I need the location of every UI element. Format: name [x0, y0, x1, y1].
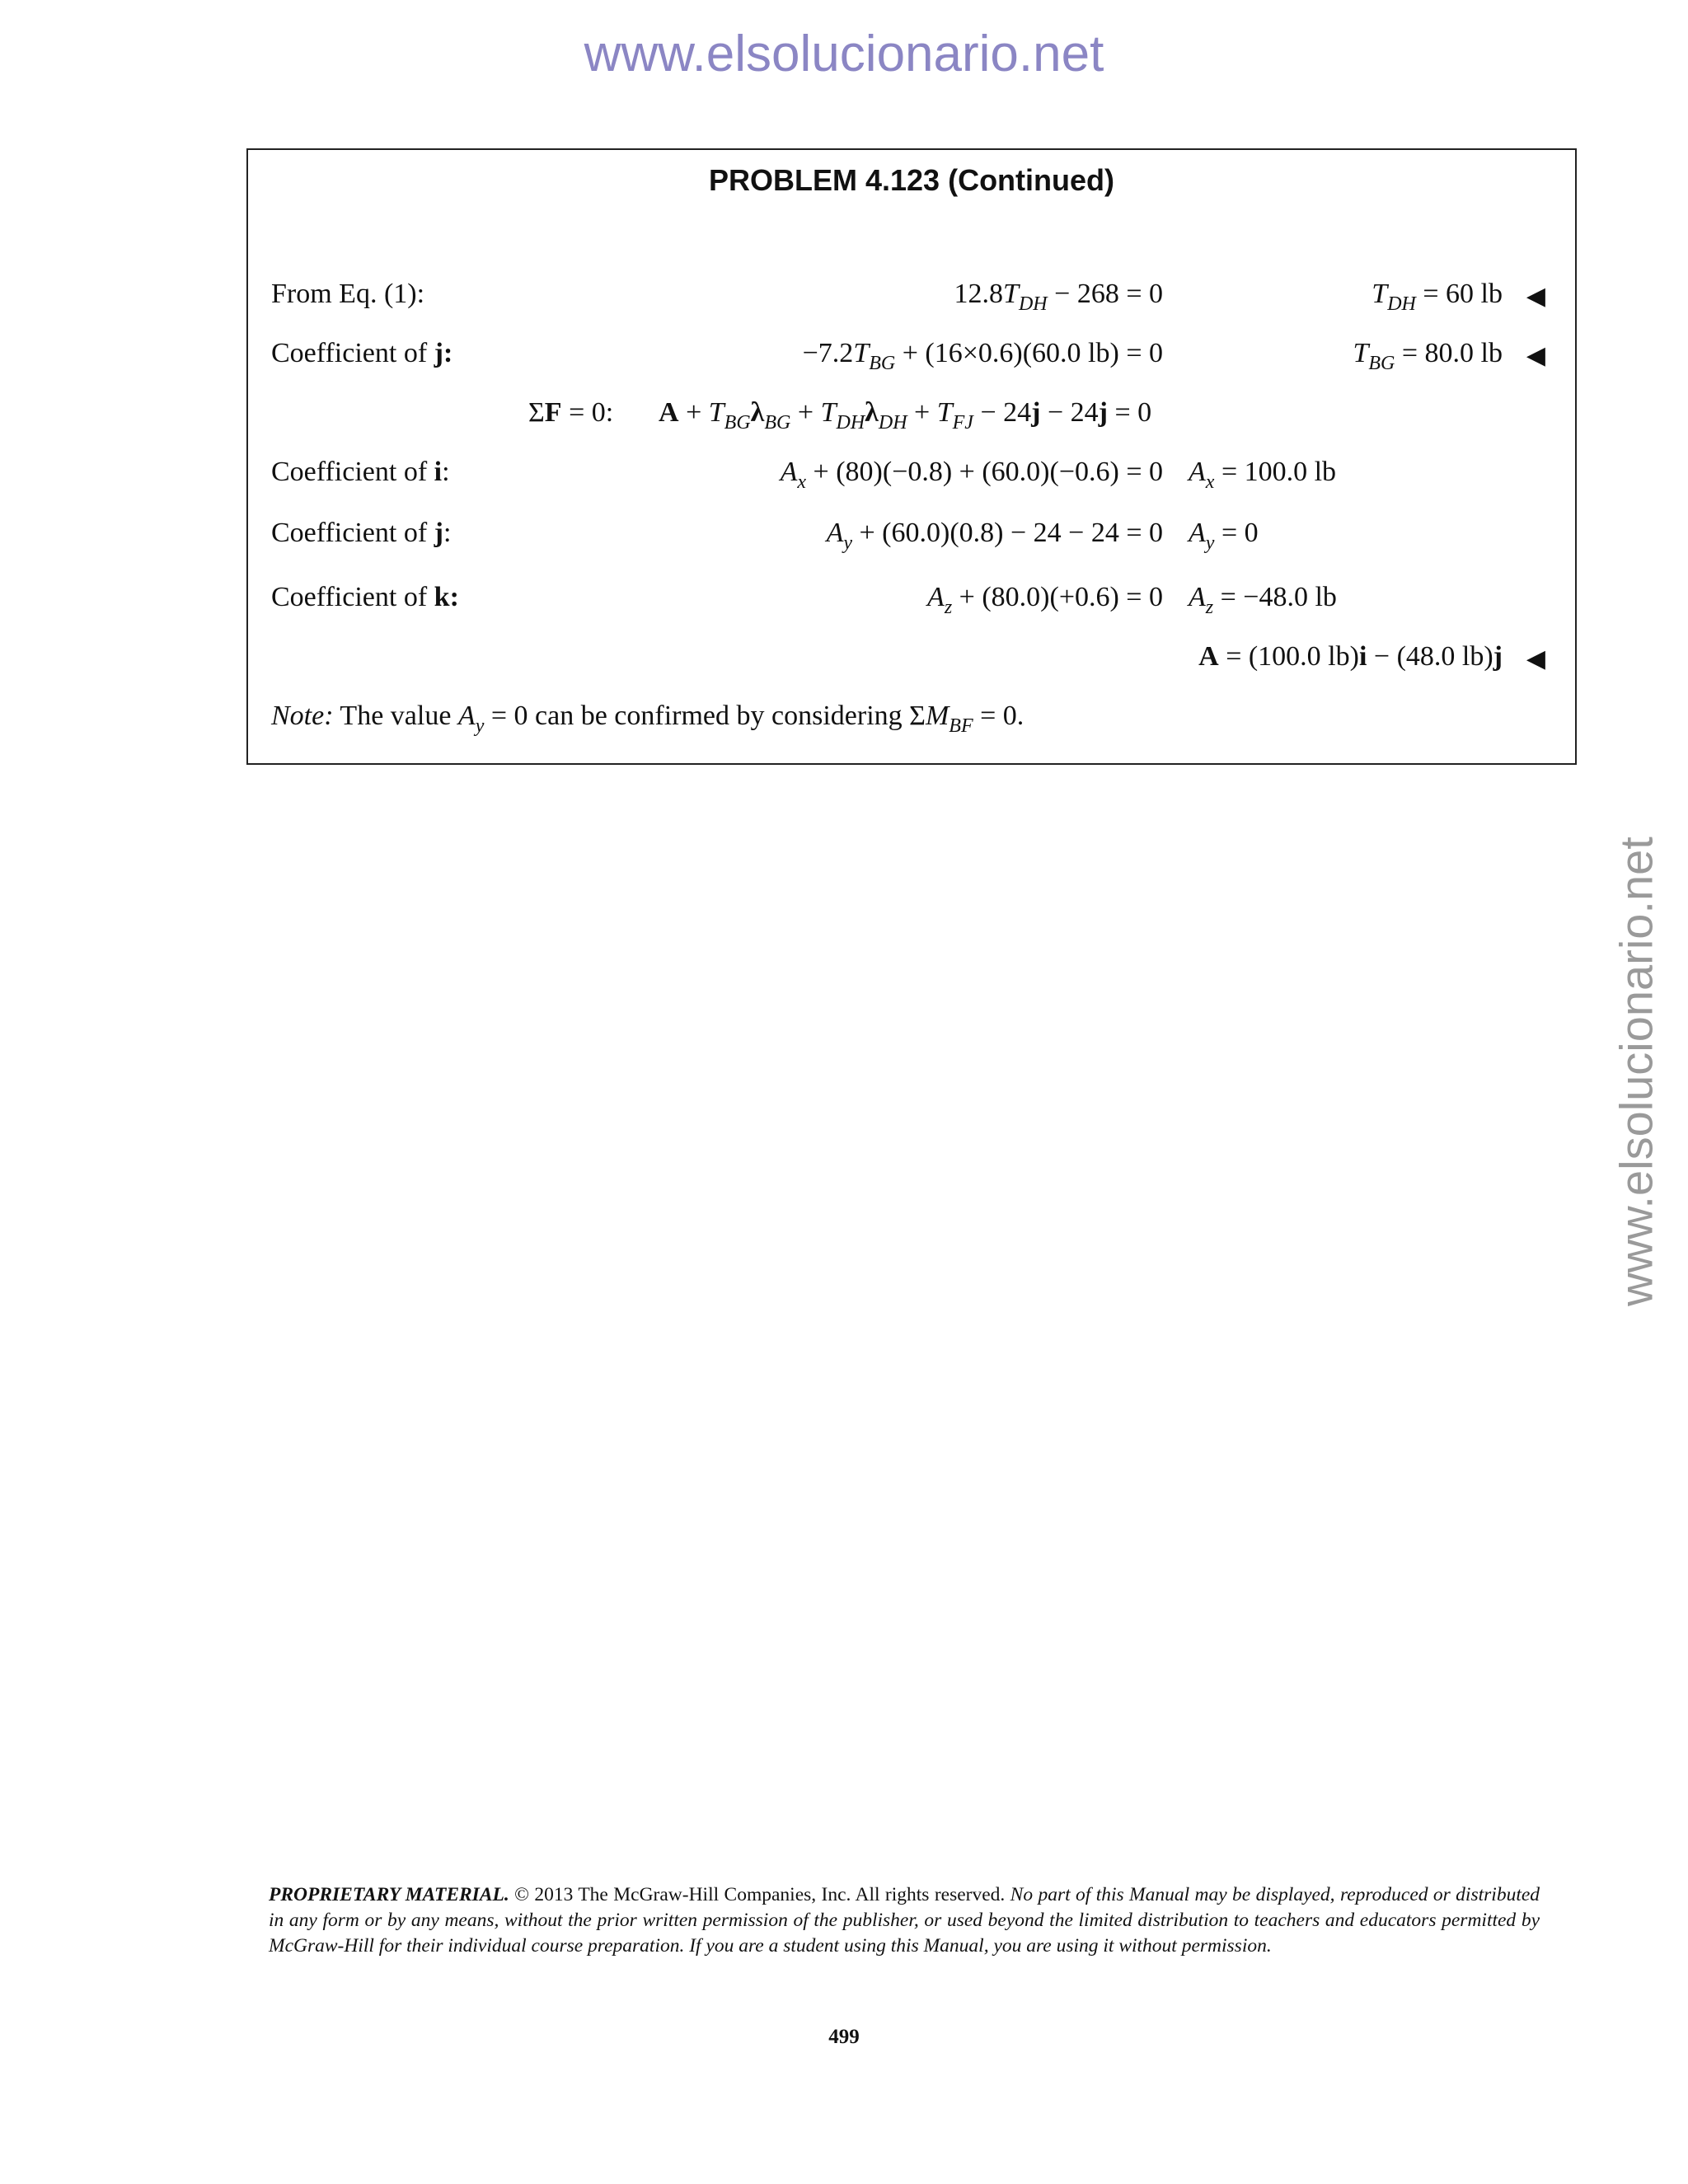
- footer-copyright: © 2013 The McGraw-Hill Companies, Inc. All rights reserved.: [514, 1884, 1006, 1905]
- row-result: $A_x = 100.0$ lb: [1189, 457, 1337, 493]
- row-label: Coefficient of k:: [271, 582, 459, 612]
- equation-row-sum-forces: [248, 397, 1575, 447]
- row-equation: $-7.2T_{BG} + (16\times 0.6)(60.0$ lb) = 0: [802, 338, 1163, 374]
- row-result: $A_z = -48.0$ lb: [1189, 582, 1337, 618]
- row-label: Coefficient of j:: [271, 338, 453, 368]
- row-result: $T_{DH} = 60$ lb: [1372, 279, 1503, 315]
- row-equation: $A_y + (60.0)(0.8) - 24 - 24 = 0$: [826, 518, 1163, 554]
- final-answer: A = (100.0 lb)i − (48.0 lb)j: [1198, 641, 1503, 672]
- row-equation: $A + T_{BG}\lambda_{BG} + T_{DH}\lambda_{DH} + T_{FJ} - 24j - 24j = 0$: [659, 397, 1152, 434]
- copyright-footer: [269, 1882, 1540, 1959]
- answer-arrow-icon: ◀: [1526, 283, 1545, 310]
- note-text: Note: The value $A_y = 0$ can be confirmed by considering $\Sigma M_{BF} = 0$.: [271, 701, 1025, 737]
- row-label: Coefficient of j:: [271, 518, 452, 548]
- footer-text: No part of this Manual may be displayed, reproduced or distributed in any form or by any means, without the prior written permission of the publisher, or used beyond the limited distribution to teachers and educators permitted by McGraw-Hill for their individual course preparation. If you are a student using this Manual, you are using it without permission.: [269, 1884, 1540, 1957]
- row-label: From Eq. (1):: [271, 279, 425, 309]
- problem-title: PROBLEM 4.123 (Continued): [708, 163, 1115, 197]
- answer-arrow-icon: ◀: [1526, 342, 1545, 369]
- row-result: $A_y = 0$: [1189, 518, 1259, 554]
- page-number: 499: [828, 2026, 860, 2048]
- watermark-top: www.elsolucionario.net: [584, 26, 1104, 82]
- note-row: [248, 701, 1575, 750]
- row-result: $T_{BG} = 80.0$ lb: [1353, 338, 1503, 374]
- equation-row-coef-i: [248, 457, 1575, 506]
- final-answer-row: [248, 641, 1575, 691]
- equation-row-coef-k: [248, 582, 1575, 631]
- answer-arrow-icon: ◀: [1526, 645, 1545, 673]
- footer-lead: PROPRIETARY MATERIAL.: [269, 1884, 509, 1905]
- row-label: ΣF = 0:: [528, 397, 614, 428]
- equation-row-coef-j-1: [248, 338, 1575, 387]
- row-equation: $A_x + (80)(-0.8) + (60.0)(-0.6) = 0$: [780, 457, 1163, 493]
- equation-row-coef-j-2: [248, 518, 1575, 567]
- equation-row-eq1: [248, 279, 1575, 328]
- row-equation: $A_z + (80.0)(+0.6) = 0$: [927, 582, 1163, 618]
- watermark-side: www.elsolucionario.net: [1610, 837, 1662, 1306]
- solution-box: [246, 148, 1577, 765]
- row-label: Coefficient of i:: [271, 457, 450, 487]
- row-equation: $12.8T_{DH} - 268 = 0$: [954, 279, 1163, 315]
